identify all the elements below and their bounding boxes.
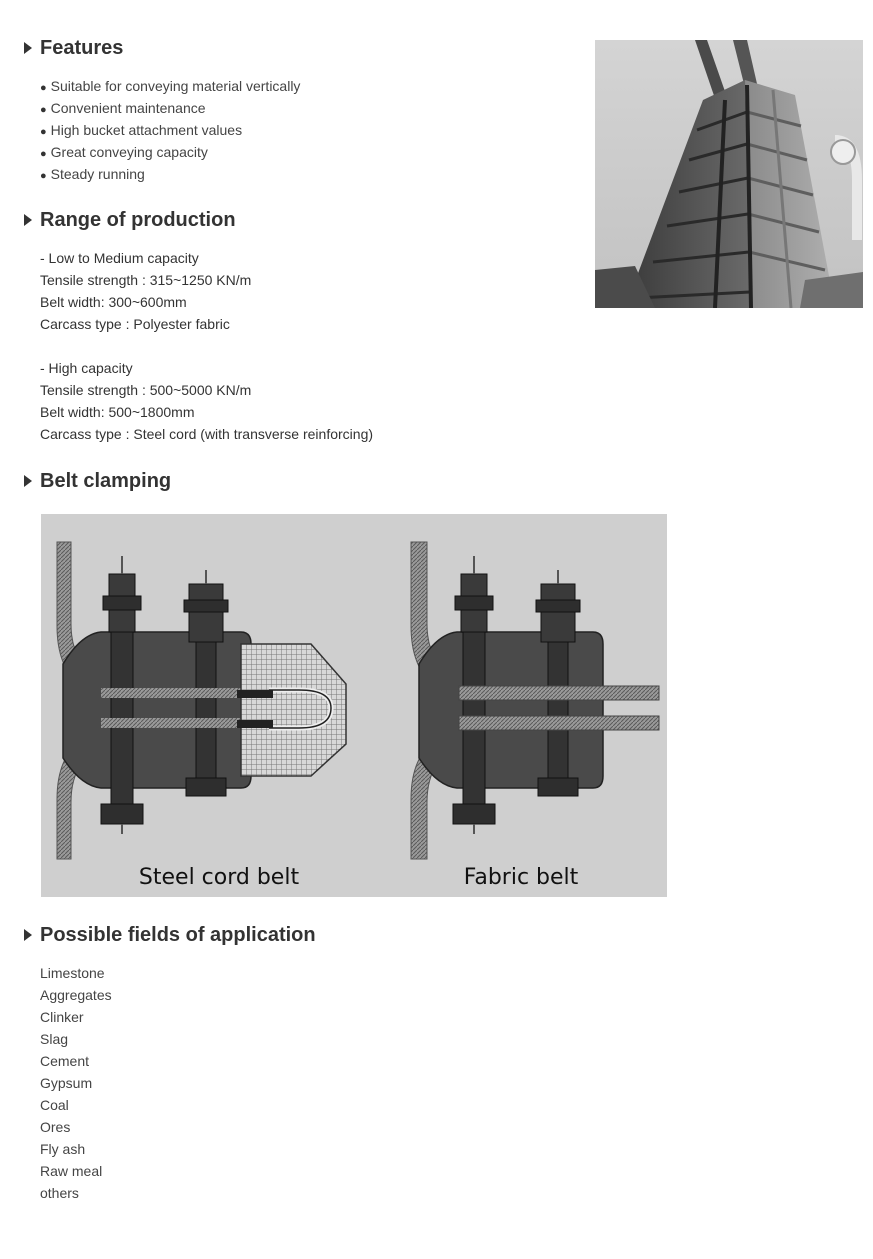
low-capacity-heading: - Low to Medium capacity	[40, 250, 199, 266]
applications-heading: Possible fields of application	[24, 923, 316, 947]
high-carcass-type: Carcass type : Steel cord (with transverse reinforcing)	[40, 426, 374, 442]
triangle-right-icon	[24, 42, 32, 54]
list-item: ● Steady running	[40, 163, 300, 185]
low-tensile-strength: Tensile strength : 315~1250 KN/m	[40, 272, 252, 288]
low-carcass-type: Carcass type : Polyester fabric	[40, 316, 230, 332]
fabric-belt-label: Fabric belt	[463, 865, 579, 890]
belt-clamping-diagram	[41, 514, 667, 897]
applications-list	[40, 962, 112, 1204]
list-item: Gypsum	[40, 1075, 93, 1091]
high-belt-width: Belt width: 500~1800mm	[40, 404, 195, 420]
features-heading: Features	[24, 36, 123, 60]
list-item: Limestone	[40, 965, 105, 981]
triangle-right-icon	[24, 214, 32, 226]
list-item: Clinker	[40, 1009, 84, 1025]
list-item: ● Great conveying capacity	[40, 141, 300, 163]
list-item: ● Convenient maintenance	[40, 97, 300, 119]
steel-cord-belt-label: Steel cord belt	[138, 865, 300, 890]
range-heading: Range of production	[24, 208, 236, 232]
high-capacity-heading: - High capacity	[40, 360, 133, 376]
bucket-elevator-tower-photo	[595, 40, 863, 308]
list-item: Slag	[40, 1031, 69, 1047]
list-item: Coal	[40, 1097, 69, 1113]
list-item: ● Suitable for conveying material vertically	[40, 75, 300, 97]
clamping-heading: Belt clamping	[24, 469, 171, 493]
list-item: others	[40, 1185, 79, 1201]
list-item: Raw meal	[40, 1163, 103, 1179]
list-item: Fly ash	[40, 1141, 86, 1157]
list-item: Aggregates	[40, 987, 112, 1003]
triangle-right-icon	[24, 929, 32, 941]
features-list	[40, 75, 300, 185]
list-item: ● High bucket attachment values	[40, 119, 300, 141]
range-details	[40, 247, 373, 445]
list-item: Cement	[40, 1053, 90, 1069]
triangle-right-icon	[24, 475, 32, 487]
high-tensile-strength: Tensile strength : 500~5000 KN/m	[40, 382, 252, 398]
list-item: Ores	[40, 1119, 71, 1135]
low-belt-width: Belt width: 300~600mm	[40, 294, 187, 310]
